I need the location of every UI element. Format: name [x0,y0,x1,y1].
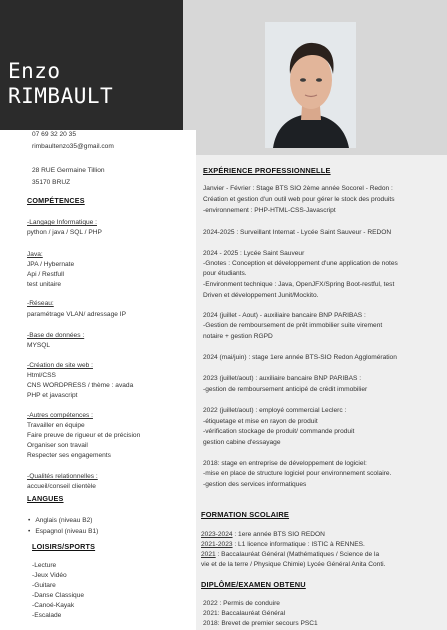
java-line: JPA / Hybernate [27,261,75,268]
autres-line: Organiser son travail [27,442,88,449]
formation-line: vie et de la terre / Physique Chimie) Lycée Général Anita Conti. [201,561,386,568]
profile-photo [265,22,356,148]
experience-line: pour étudiants. [203,270,247,277]
web-line: PHP et javascript [27,392,78,399]
loisir-item: -Escalade [32,612,62,619]
bdd-label: -Base de données : [27,332,85,339]
web-label: -Création de site web : [27,362,93,369]
formation-line: 2023-2024 : 1ere année BTS SIO REDON [201,531,325,538]
langue-item: • Espagnol (niveau B1) [28,528,98,535]
autres-line: Travailler en équipe [27,422,85,429]
diplome-line: 2018: Brevet de premier secours PSC1 [203,620,318,627]
experience-line: Janvier - Février : Stage BTS SIO 2ème année Socorel - Redon : [203,185,393,192]
loisir-item: -Danse Classique [32,592,85,599]
first-name: Enzo [8,59,61,83]
experience-line: Création et gestion d'un outil web pour gérer le stock des produits [203,196,395,203]
last-name: RIMBAULT [8,84,114,108]
bdd-value: MYSQL [27,342,51,349]
web-line: Html/CSS [27,372,56,379]
diplome-heading: DIPLÔME/EXAMEN OBTENU [201,580,306,589]
experience-line: -environnement : PHP-HTML-CSS-Javascript [203,207,336,214]
left-column [0,130,196,630]
langage-value: python / java / SQL / PHP [27,229,102,236]
autres-label: -Autres compétences : [27,412,93,419]
experience-line: 2023 (juillet/aout) : auxiliaire bancaire BNP PARIBAS : [203,375,362,382]
experience-line: -Gnotes : Conception et développement d'une application de notes [203,260,398,267]
autres-line: Faire preuve de rigueur et de précision [27,432,141,439]
reseau-value: paramétrage VLAN/ adressage IP [27,311,126,318]
formation-year: 2021 [201,551,216,558]
java-line: Api / Restfull [27,271,65,278]
qualites-label: -Qualités relationnelles : [27,473,98,480]
experience-line: -vérification stockage de produit/ commande produit [203,428,355,435]
competences-heading: COMPÉTENCES [27,196,85,205]
java-line: test unitaire [27,281,62,288]
formation-line: 2021-2023 : L1 licence informatique : ISTIC à RENNES. [201,541,365,548]
experience-line: -gestion des services informatiques [203,481,307,488]
experience-line: -mise en place de structure logiciel pour environnement scolaire. [203,470,392,477]
diplome-line: 2022 : Permis de conduire [203,600,280,607]
langue-item: • Anglais (niveau B2) [28,517,93,524]
loisir-item: -Canoé-Kayak [32,602,75,609]
experience-line: 2018: stage en entreprise de développement de logiciel: [203,460,367,467]
java-label: Java: [27,251,43,258]
qualites-value: accueil/conseil clientèle [27,483,96,490]
web-line: CNS WORDPRESS / thème : avada [27,382,134,389]
formation-year: 2021-2023 [201,541,233,548]
formation-heading: FORMATION SCOLAIRE [201,510,290,519]
loisir-item: -Guitare [32,582,56,589]
experience-line: Driven et développement Junit/Mockito. [203,292,319,299]
experience-line: 2024-2025 : Surveillant Internat - Lycée Saint Sauveur - REDON [203,229,392,236]
langues-heading: LANGUES [27,494,64,503]
experience-line: 2024 (juillet - Aout) - auxiliaire bancaire BNP PARIBAS : [203,312,366,319]
formation-year: 2023-2024 [201,531,233,538]
experience-line: -Gestion de remboursement de prêt immobilier suite virement [203,322,383,329]
contact-email[interactable]: rimbaultenzo35@gmail.com [32,143,114,150]
langage-label: -Langage Informatique : [27,219,98,226]
experience-line: 2024 - 2025 : Lycée Saint Sauveur [203,250,305,257]
loisirs-heading: LOISIRS/SPORTS [32,542,96,551]
loisir-item: -Jeux Vidéo [32,572,67,579]
autres-line: Respecter ses engagements [27,452,111,459]
experience-line: 2022 (juillet/aout) : employé commercial Leclerc : [203,407,347,414]
formation-line: 2021 : Baccalauréat Général (Mathématiques / Science de la [201,551,380,558]
diplome-line: 2021: Baccalauréat Général [203,610,286,617]
experience-line: -étiquetage et mise en rayon de produit [203,418,318,425]
experience-line: 2024 (mai/juin) : stage 1ere année BTS-SIO Redon Agglomération [203,354,397,361]
experience-heading: EXPÉRIENCE PROFESSIONNELLE [203,166,331,175]
reseau-label: -Réseau: [27,300,54,307]
experience-line: -Environment technique : Java, OpenJFX/Spring Boot-restful, test [203,281,395,288]
experience-line: notaire + gestion RGPD [203,333,273,340]
loisir-item: -Lecture [32,562,57,569]
contact-phone: 07 69 32 20 35 [32,131,76,138]
experience-line: -gestion de remboursement anticipé de crédit immobilier [203,386,368,393]
experience-line: gestion cabine d'essayage [203,439,281,446]
contact-city: 35170 BRUZ [32,179,71,186]
contact-street: 28 RUE Germaine Tillion [32,167,105,174]
